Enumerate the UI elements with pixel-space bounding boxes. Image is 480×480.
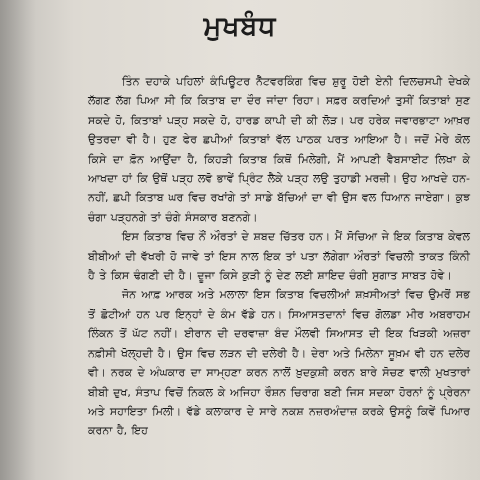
page-body <box>88 72 470 441</box>
gutter-shadow <box>0 0 36 480</box>
page-title: ਮੁਖਬੰਧ <box>203 11 277 42</box>
paragraph-1: ਤਿੰਨ ਦਹਾਕੇ ਪਹਿਲਾਂ ਕੰਪਿਊਟਰ ਨੈੱਟਵਰਕਿੰਗ ਵਿਚ ਸ਼ੁਰੂ ਹੋਈ ਏਨੀ ਦਿਲਚਸਪੀ ਦੇਖਕੇ ਲੱਗਣ ਲੱਗ ਪਿਆ ਸੀ ਕਿ ਕਿਤਾਬ ਦਾ ਦੌਰ ਜਾਂਦਾ ਰਿਹਾ। ਸਫ਼ਰ ਕਰਦਿਆਂ ਤੁਸੀਂ ਕਿਤਾਬਾਂ ਸੁਣ ਸਕਦੇ ਹੋ, ਕਿਤਾਬਾਂ ਪੜ੍ਹ ਸਕਦੇ ਹੋ, ਹਾਰਡ ਕਾਪੀ ਦੀ ਕੀ ਲੋੜ। ਪਰ ਹਰੇਕ ਜਵਾਰਭਾਟਾ ਆਖ਼ਰ ਉਤਰਦਾ ਵੀ ਹੈ। ਹੁਣ ਫੇਰ ਛਪੀਆਂ ਕਿਤਾਬਾਂ ਵੱਲ ਪਾਠਕ ਪਰਤ ਆਇਆ ਹੈ। ਜਦੋਂ ਮੇਰੇ ਕੋਲ ਕਿਸੇ ਦਾ ਫ਼ੋਨ ਆਉਂਦਾ ਹੈ, ਕਿਹੜੀ ਕਿਤਾਬ ਕਿਥੋਂ ਮਿਲੇਗੀ, ਮੈਂ ਆਪਣੀ ਵੈਬਸਾਈਟ ਲਿਖਾ ਕੇ ਆਖਦਾ ਹਾਂ ਕਿ ਉਥੋਂ ਪੜ੍ਹ ਲਵੋ ਭਾਵੇਂ ਪ੍ਰਿੰਟ ਲੈਕੇ ਪੜ੍ਹ ਲਉ ਤੁਹਾਡੀ ਮਰਜ਼ੀ। ਉਹ ਆਖਦੇ ਹਨ- ਨਹੀਂ, ਛਪੀ ਕਿਤਾਬ ਘਰ ਵਿਚ ਰਖਾਂਗੇ ਤਾਂ ਸਾਡੇ ਬੱਚਿਆਂ ਦਾ ਵੀ ਉਸ ਵਲ ਧਿਆਨ ਜਾਏਗਾ। ਕੁਝ ਚੰਗਾ ਪੜ੍ਹਨਗੇ ਤਾਂ ਚੰਗੇ ਸੰਸਕਾਰ ਬਣਨਗੇ। <box>88 75 470 224</box>
paragraph-2: ਇਸ ਕਿਤਾਬ ਵਿਚ ਨੌਂ ਔਰਤਾਂ ਦੇ ਸ਼ਬਦ ਚਿੱਤਰ ਹਨ। ਮੈਂ ਸੋਚਿਆ ਜੇ ਇਕ ਕਿਤਾਬ ਕੇਵਲ ਬੀਬੀਆਂ ਦੀ ਵੱਖਰੀ ਹੋ ਜਾਵੇ ਤਾਂ ਇਸ ਨਾਲ ਇਕ ਤਾਂ ਪਤਾ ਲੱਗੇਗਾ ਔਰਤਾਂ ਵਿਚਲੀ ਤਾਕਤ ਕਿੰਨੀ ਹੈ ਤੇ ਕਿਸ ਢੰਗਣੀ ਦੀ ਹੈ। ਦੂਜਾ ਕਿਸੇ ਕੁੜੀ ਨੂੰ ਦੇਣ ਲਈ ਸ਼ਾਇਦ ਚੰਗੀ ਸੁਗਾਤ ਸਾਬਤ ਹੋਵੇ। <box>88 230 470 283</box>
paragraph-3: ਜੋਨ ਆਫ਼ ਆਰਕ ਅਤੇ ਮਲਾਲਾ ਇਸ ਕਿਤਾਬ ਵਿਚਲੀਆਂ ਸ਼ਖ਼ਸੀਅਤਾਂ ਵਿਚ ਉਮਰੋਂ ਸਭ ਤੋਂ ਛੋਟੀਆਂ ਹਨ ਪਰ ਇਨ੍ਹਾਂ ਦੇ ਕੰਮ ਵੱਡੇ ਹਨ। ਸਿਆਸਤਦਾਨਾਂ ਵਿਚ ਗੋਲਡਾ ਮੀਰ ਅਬਰਾਹਮ ਲਿੰਕਨ ਤੋਂ ਘੱਟ ਨਹੀਂ। ਈਰਾਨ ਦੀ ਦਰਵਾਜ਼ਾ ਬੰਦ ਮੌਲਵੀ ਸਿਆਸਤ ਦੀ ਇਕ ਖਿੜਕੀ ਅਜ਼ਰਾ ਨਫ਼ੀਸੀ ਖੋਲ੍ਹਦੀ ਹੈ। ਉਸ ਵਿਚ ਲੜਨ ਦੀ ਦਲੇਰੀ ਹੈ। ਦੇਰਾ ਅਤੇ ਮਿਲੇਨਾ ਸੂਖ਼ਮ ਵੀ ਹਨ ਦਲੇਰ ਵੀ। ਨਰਕ ਦੇ ਅੰਘਕਾਰ ਦਾ ਸਾਮ੍ਹਣਾ ਕਰਨ ਨਾਲੋਂ ਖ਼ੁਦਕੁਸ਼ੀ ਕਰਨ ਬਾਰੇ ਸੋਚਣ ਵਾਲੀ ਮੁਖਤਾਰਾਂ ਬੀਬੀ ਦੁਖ, ਸੰਤਾਪ ਵਿਚੋਂ ਨਿਕਲ ਕੇ ਅਜਿਹਾ ਰੌਸ਼ਨ ਚਿਰਾਗ ਬਣੀ ਜਿਸ ਸਦਕਾ ਹੋਰਨਾਂ ਨੂੰ ਪ੍ਰੇਰਨਾ ਅਤੇ ਸਹਾਇਤਾ ਮਿਲੀ। ਵੱਡੇ ਕਲਾਕਾਰ ਦੇ ਸਾਰੇ ਨਕਸ਼ ਨਜ਼ਰਅੰਦਾਜ਼ ਕਰਕੇ ਉਸਨੂੰ ਕਿਵੇਂ ਪਿਆਰ ਕਰਨਾ ਹੈ, ਇਹ <box>88 288 470 438</box>
